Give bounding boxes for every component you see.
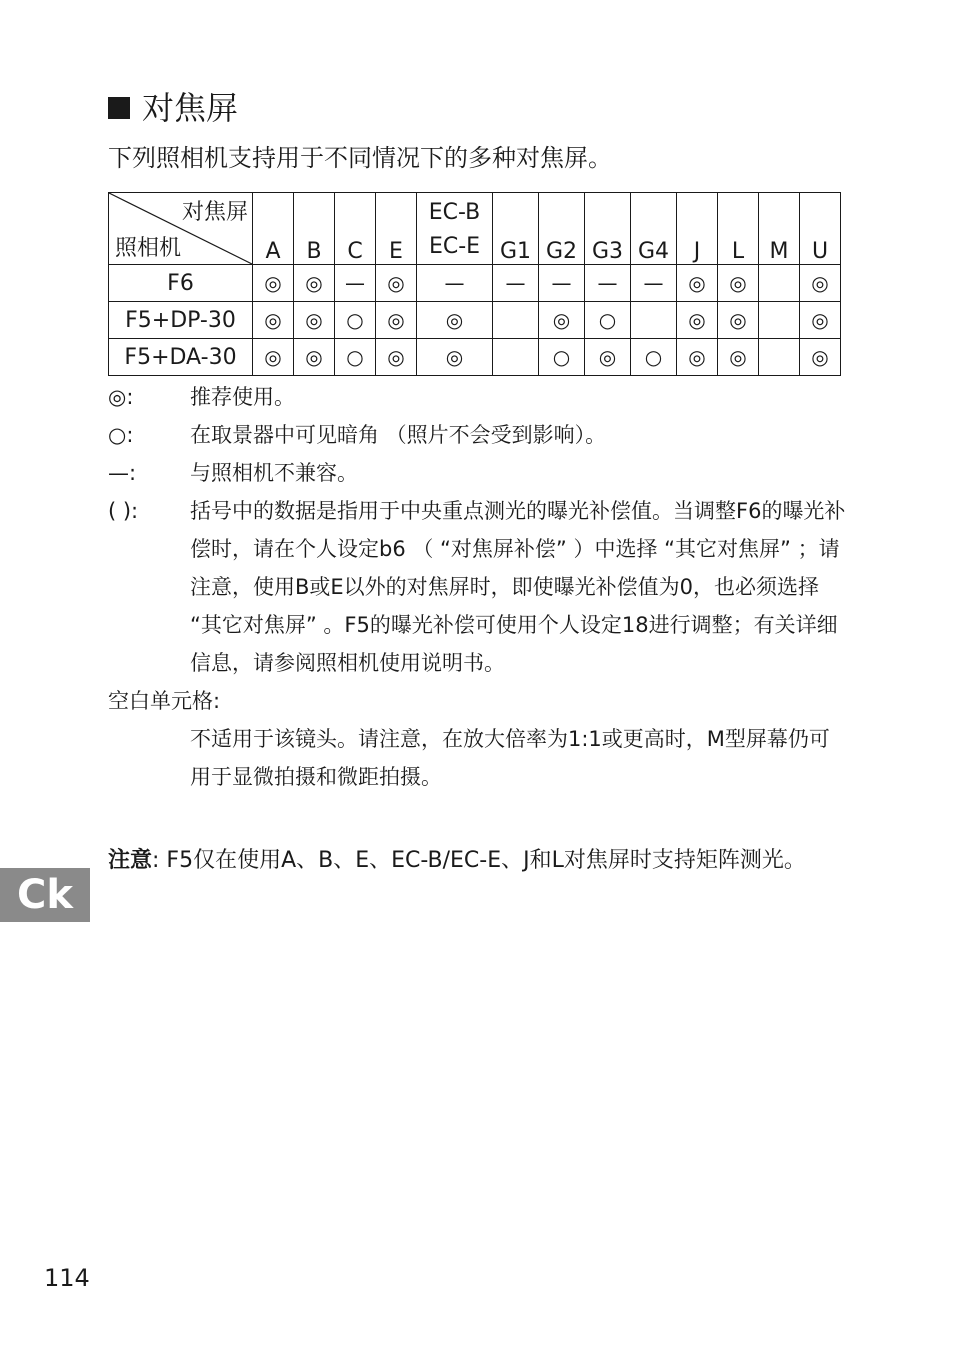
table-cell: ◎ xyxy=(253,302,294,339)
note xyxy=(108,842,848,880)
table-cell: ◎ xyxy=(677,302,718,339)
blank-cell-text: 不适用于该镜头。请注意，在放大倍率为1:1或更高时，M型屏幕仍可用于显微拍摄和微距拍摄。 xyxy=(190,727,830,789)
table-cell: ◎ xyxy=(294,339,335,376)
intro-text: 下列照相机支持用于不同情况下的多种对焦屏。 xyxy=(108,144,612,172)
table-cell: ◎ xyxy=(253,339,294,376)
column-header-g1: G1 xyxy=(493,193,539,265)
table-cell xyxy=(493,339,539,376)
table-cell: — xyxy=(417,265,493,302)
blank-cell-label: 空白单元格: xyxy=(108,689,221,713)
table-cell: ◎ xyxy=(585,339,631,376)
table-cell: ○ xyxy=(335,302,376,339)
table-row xyxy=(109,339,841,376)
blank-cell-item xyxy=(108,720,848,796)
table-cell: ◎ xyxy=(253,265,294,302)
column-header-m: M xyxy=(759,193,800,265)
legend-key: ○: xyxy=(108,423,134,447)
table-cell: — xyxy=(539,265,585,302)
table-cell: ◎ xyxy=(376,302,417,339)
table-cell: ◎ xyxy=(677,339,718,376)
legend-item xyxy=(108,378,848,416)
table-cell xyxy=(759,339,800,376)
table-cell: ◎ xyxy=(294,265,335,302)
table-cell: ◎ xyxy=(376,265,417,302)
legend-text: 推荐使用。 xyxy=(190,385,295,409)
table-cell: ◎ xyxy=(417,302,493,339)
legend-item xyxy=(108,492,848,682)
table-cell: ◎ xyxy=(718,302,759,339)
table-cell: ◎ xyxy=(800,302,841,339)
table-cell: ◎ xyxy=(376,339,417,376)
table-cell: — xyxy=(335,265,376,302)
legend-key: ( ): xyxy=(108,499,139,523)
column-header-l: L xyxy=(718,193,759,265)
corner-label-screen: 对焦屏 xyxy=(181,200,248,225)
camera-name: F6 xyxy=(109,265,253,302)
table-cell: ◎ xyxy=(677,265,718,302)
column-header-c: C xyxy=(335,193,376,265)
table-cell: — xyxy=(493,265,539,302)
column-header-a: A xyxy=(253,193,294,265)
table-cell: ◎ xyxy=(539,302,585,339)
blank-cell-indent xyxy=(108,720,190,796)
column-header-g4: G4 xyxy=(631,193,677,265)
column-header-ec-e: EC-E xyxy=(428,234,481,259)
legend-text: 与照相机不兼容。 xyxy=(190,461,358,485)
table-cell: ◎ xyxy=(718,265,759,302)
square-bullet-icon xyxy=(108,97,130,119)
corner-label-camera: 照相机 xyxy=(115,236,182,261)
legend-item xyxy=(108,454,848,492)
table-cell: ○ xyxy=(335,339,376,376)
column-header-ec-b: EC-B xyxy=(428,200,481,225)
focusing-screen-table xyxy=(108,192,841,376)
table-header-row xyxy=(109,193,841,265)
column-header-ec xyxy=(417,193,493,265)
legend-key: —: xyxy=(108,461,137,485)
camera-name: F5+DA-30 xyxy=(109,339,253,376)
camera-name: F5+DP-30 xyxy=(109,302,253,339)
column-header-u: U xyxy=(800,193,841,265)
table-cell xyxy=(493,302,539,339)
legend-text: 在取景器中可见暗角 （照片不会受到影响）。 xyxy=(190,423,607,447)
table-cell xyxy=(759,302,800,339)
legend-key: ◎: xyxy=(108,385,134,409)
table-row xyxy=(109,265,841,302)
legend-text: 括号中的数据是指用于中央重点测光的曝光补偿值。当调整F6的曝光补偿时，请在个人设定b6 （ “对焦屏补偿” ）中选择 “其它对焦屏” ；请注意，使用B或E以外的对焦屏时，即使曝光补偿值为0，也必须选择 “其它对焦屏” 。F5的曝光补偿可使用个人设定18进行调整；有关详细信息，请参阅照相机使用说明书。 xyxy=(190,499,846,675)
table-cell xyxy=(631,302,677,339)
table-cell: ○ xyxy=(631,339,677,376)
legend xyxy=(108,378,848,796)
column-header-e: E xyxy=(376,193,417,265)
section-heading xyxy=(108,86,238,130)
note-text: : F5仅在使用A、B、E、EC-B/EC-E、J和L对焦屏时支持矩阵测光。 xyxy=(152,848,806,873)
table-row xyxy=(109,302,841,339)
column-header-g2: G2 xyxy=(539,193,585,265)
table-cell: ◎ xyxy=(800,339,841,376)
table-cell: ○ xyxy=(585,302,631,339)
table-cell: ◎ xyxy=(718,339,759,376)
table-cell: ○ xyxy=(539,339,585,376)
language-tab: Ck xyxy=(0,868,90,922)
table-cell: ◎ xyxy=(417,339,493,376)
page-number: 114 xyxy=(44,1264,90,1292)
table-cell: — xyxy=(631,265,677,302)
table-corner-cell xyxy=(109,193,253,265)
table-cell: ◎ xyxy=(800,265,841,302)
table-cell: ◎ xyxy=(294,302,335,339)
table-cell xyxy=(759,265,800,302)
column-header-b: B xyxy=(294,193,335,265)
note-label: 注意 xyxy=(108,848,153,873)
heading-text: 对焦屏 xyxy=(142,89,239,127)
table-cell: — xyxy=(585,265,631,302)
column-header-j: J xyxy=(677,193,718,265)
legend-item xyxy=(108,416,848,454)
column-header-g3: G3 xyxy=(585,193,631,265)
